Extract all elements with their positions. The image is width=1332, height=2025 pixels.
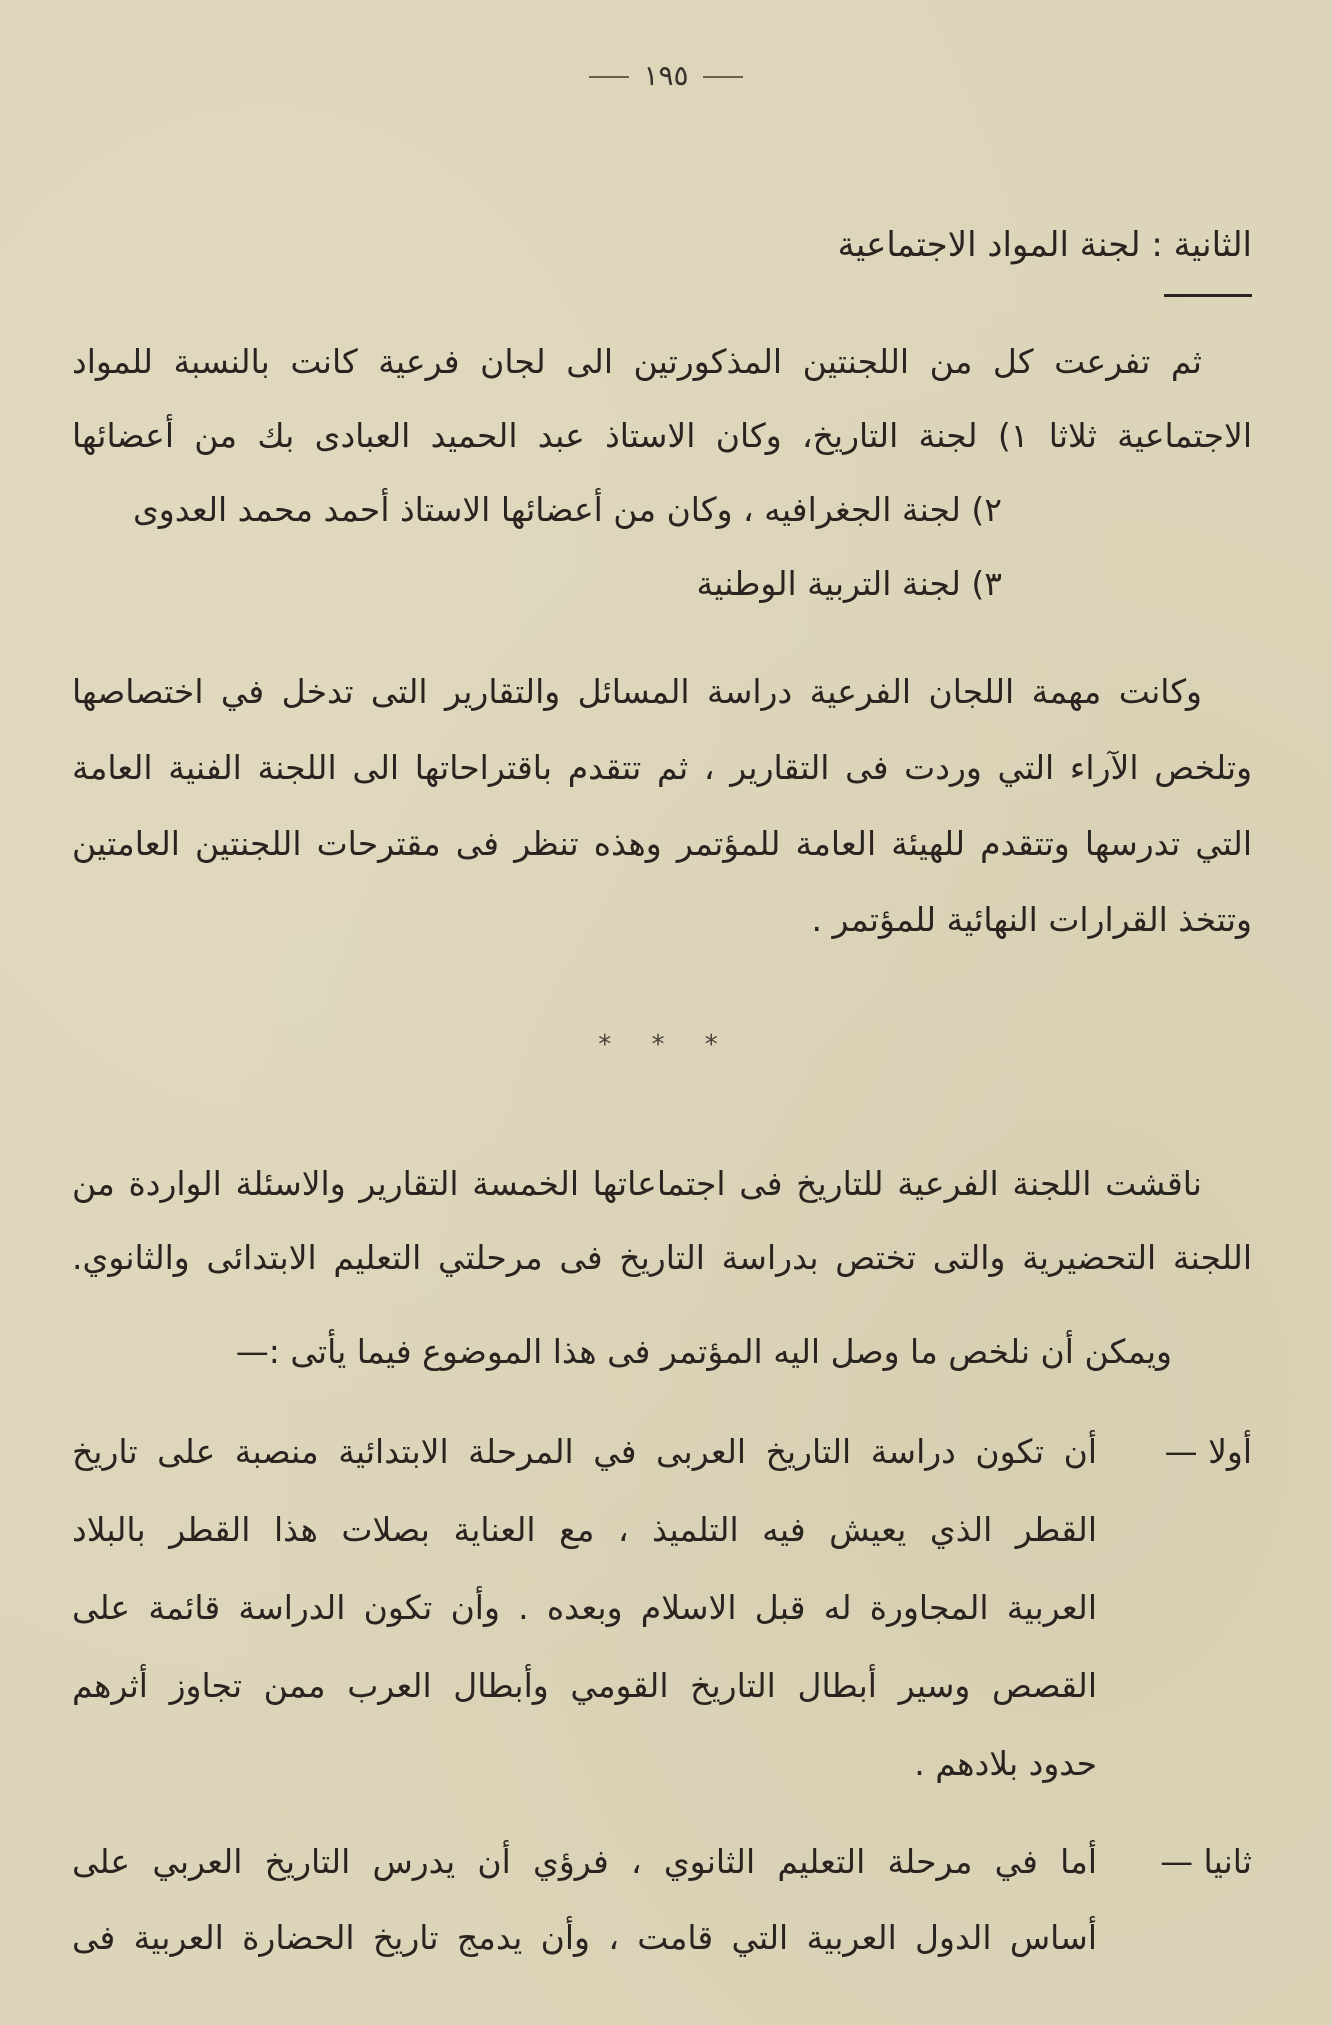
paragraph1-line-2: الاجتماعية ثلاثا ١) لجنة التاريخ، وكان الاستاذ عبد الحميد العبادى بك من أعضائها — [72, 416, 1252, 455]
item1-label: أولا — — [1164, 1432, 1252, 1471]
paragraph2-line-4: وتتخذ القرارات النهائية للمؤتمر . — [811, 900, 1252, 939]
dash-right — [703, 76, 743, 78]
page-number-text: ١٩٥ — [643, 59, 689, 92]
item2-line-1: أما في مرحلة التعليم الثانوي ، فرؤي أن يدرس التاريخ العربي على — [72, 1842, 1097, 1881]
section-separator: * * * — [598, 1030, 734, 1060]
heading-underline — [1164, 294, 1252, 297]
paragraph1-line-4: ٣) لجنة التربية الوطنية — [696, 564, 1002, 603]
item2-line-2: أساس الدول العربية التي قامت ، وأن يدمج تاريخ الحضارة العربية فى — [72, 1918, 1097, 1957]
item1-line-4: القصص وسير أبطال التاريخ القومي وأبطال العرب ممن تجاوز أثرهم — [72, 1666, 1097, 1705]
paragraph3-line-1: ناقشت اللجنة الفرعية للتاريخ فى اجتماعاتها الخمسة التقارير والاسئلة الواردة من — [72, 1164, 1202, 1203]
dash-left — [589, 76, 629, 78]
item1-line-3: العربية المجاورة له قبل الاسلام وبعده . وأن تكون الدراسة قائمة على — [72, 1588, 1097, 1627]
item2-label: ثانيا — — [1160, 1842, 1252, 1881]
paragraph2-line-2: وتلخص الآراء التي وردت فى التقارير ، ثم تتقدم باقتراحاتها الى اللجنة الفنية العامة — [72, 748, 1252, 787]
paragraph4-line-1: ويمكن أن نلخص ما وصل اليه المؤتمر فى هذا الموضوع فيما يأتى :— — [235, 1332, 1172, 1371]
paragraph2-line-3: التي تدرسها وتتقدم للهيئة العامة للمؤتمر وهذه تنظر فى مقترحات اللجنتين العامتين — [72, 824, 1252, 863]
item1-line-2: القطر الذي يعيش فيه التلميذ ، مع العناية بصلات هذا القطر بالبلاد — [72, 1510, 1097, 1549]
section-heading: الثانية : لجنة المواد الاجتماعية — [837, 225, 1252, 265]
paragraph1-line-3: ٢) لجنة الجغرافيه ، وكان من أعضائها الاستاذ أحمد محمد العدوى — [132, 490, 1002, 529]
paragraph3-line-2: اللجنة التحضيرية والتى تختص بدراسة التاريخ فى مرحلتي التعليم الابتدائى والثانوي. — [72, 1238, 1252, 1277]
item1-line-1: أن تكون دراسة التاريخ العربى في المرحلة الابتدائية منصبة على تاريخ — [72, 1432, 1097, 1471]
item1-line-5: حدود بلادهم . — [914, 1744, 1097, 1783]
paragraph2-line-1: وكانت مهمة اللجان الفرعية دراسة المسائل والتقارير التى تدخل في اختصاصها — [72, 672, 1202, 711]
page-number — [0, 56, 1332, 96]
paragraph1-line-1: ثم تفرعت كل من اللجنتين المذكورتين الى لجان فرعية كانت بالنسبة للمواد — [72, 342, 1202, 381]
